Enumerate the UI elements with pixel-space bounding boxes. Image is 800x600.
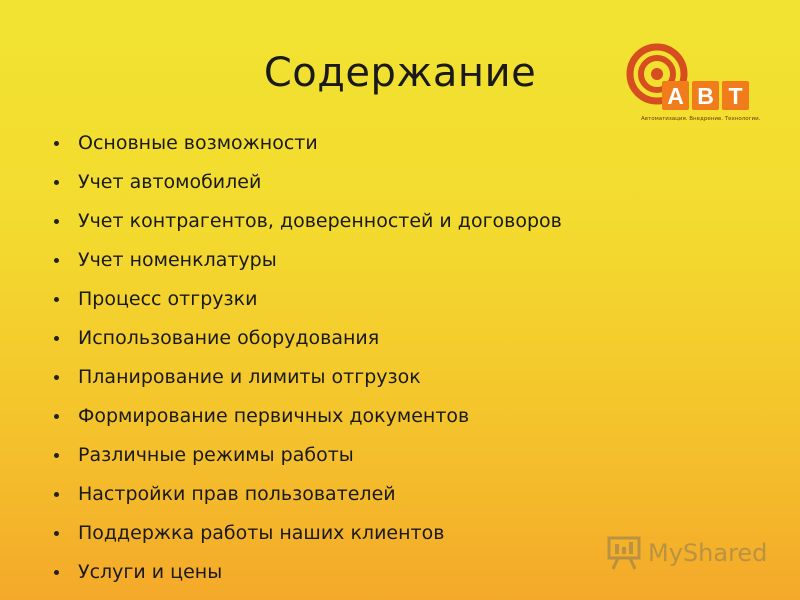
logo-tagline: Автоматизация. Внедрение. Технологии.	[641, 116, 761, 122]
bullet-icon	[54, 414, 59, 419]
list-item	[50, 167, 562, 206]
bullet-icon	[54, 336, 59, 341]
svg-text:Т: Т	[728, 83, 743, 109]
list-item-text: Планирование и лимиты отгрузок	[78, 366, 421, 388]
list-item-text: Настройки прав пользователей	[78, 483, 396, 505]
list-item	[50, 440, 562, 479]
list-item-text: Учет контрагентов, доверенностей и договоров	[78, 210, 562, 232]
bullet-icon	[54, 375, 59, 380]
list-item-text: Учет автомобилей	[78, 171, 262, 193]
list-item-text: Различные режимы работы	[78, 444, 354, 466]
bullet-icon	[54, 258, 59, 263]
list-item	[50, 245, 562, 284]
list-item	[50, 518, 562, 557]
myshared-watermark	[606, 533, 771, 573]
bullet-icon	[54, 570, 59, 575]
list-item-text: Учет номенклатуры	[78, 249, 277, 271]
list-item-text: Услуги и цены	[78, 561, 223, 583]
bullet-icon	[54, 297, 59, 302]
bullet-icon	[54, 492, 59, 497]
bullet-icon	[54, 531, 59, 536]
list-item	[50, 206, 562, 245]
list-item-text: Основные возможности	[78, 132, 318, 154]
bullet-icon	[54, 453, 59, 458]
slide-title: Содержание	[263, 50, 537, 96]
svg-text:В: В	[697, 83, 714, 109]
list-item	[50, 479, 562, 518]
list-item	[50, 323, 562, 362]
bullet-icon	[54, 141, 59, 146]
list-item-text: Поддержка работы наших клиентов	[78, 522, 445, 544]
list-item	[50, 284, 562, 323]
list-item	[50, 362, 562, 401]
svg-text:А: А	[667, 83, 684, 109]
abt-letters	[625, 42, 775, 122]
contents-list	[50, 128, 562, 596]
list-item	[50, 557, 562, 596]
list-item-text: Использование оборудования	[78, 327, 380, 349]
list-item-text: Процесс отгрузки	[78, 288, 258, 310]
bullet-icon	[54, 180, 59, 185]
presentation-board-icon	[606, 533, 646, 573]
watermark-text: MyShared	[648, 539, 768, 567]
abt-logo	[625, 42, 775, 127]
list-item-text: Формирование первичных документов	[78, 405, 470, 427]
list-item	[50, 401, 562, 440]
bullet-icon	[54, 219, 59, 224]
list-item	[50, 128, 562, 167]
